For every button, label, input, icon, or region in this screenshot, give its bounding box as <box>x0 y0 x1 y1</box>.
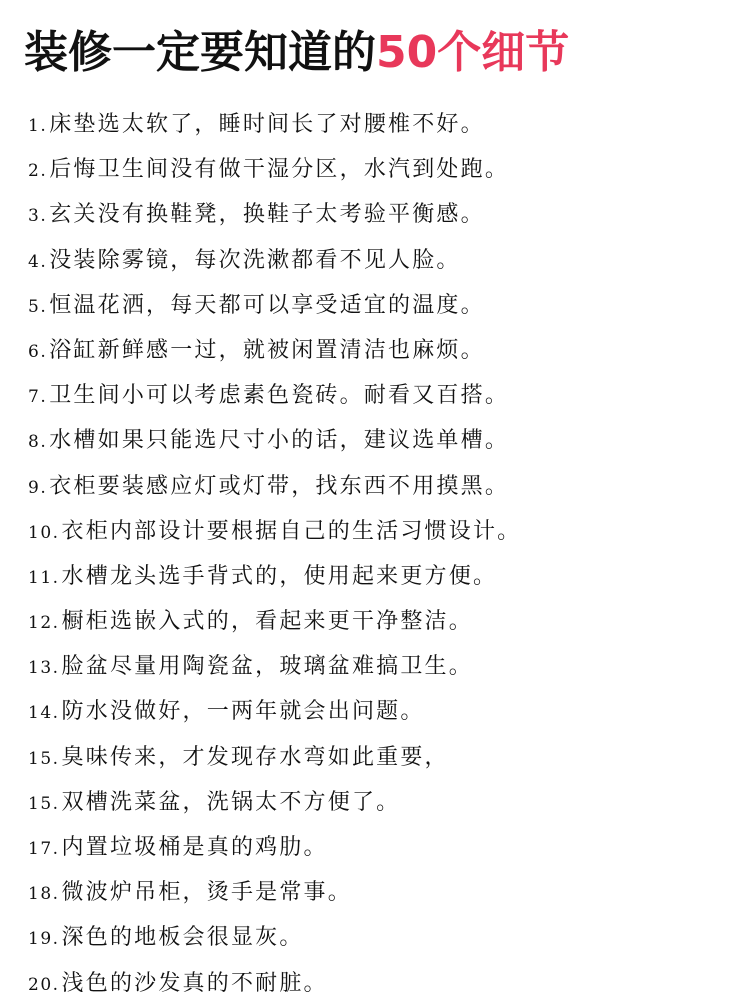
item-number: 2. <box>28 161 48 182</box>
item-text: 没装除雾镜，每次洗漱都看不见人脸。 <box>49 247 461 273</box>
item-number: 4. <box>28 251 48 272</box>
tips-list <box>28 102 748 1006</box>
item-text: 浅色的沙发真的不耐脏。 <box>61 970 328 996</box>
title-accent: 50个细节 <box>376 27 570 78</box>
item-number: 3. <box>28 206 48 227</box>
item-text: 衣柜要装感应灯或灯带，找东西不用摸黑。 <box>49 473 510 499</box>
item-text: 衣柜内部设计要根据自己的生活习惯设计。 <box>61 518 522 544</box>
list-item <box>28 238 748 283</box>
list-item <box>28 780 748 825</box>
item-number: 14. <box>28 703 60 724</box>
list-item <box>28 373 748 418</box>
list-item <box>28 599 748 644</box>
item-text: 水槽龙头选手背式的，使用起来更方便。 <box>61 563 498 589</box>
item-text: 内置垃圾桶是真的鸡肋。 <box>61 835 328 860</box>
item-number: 15. <box>28 793 60 814</box>
page-title <box>24 18 744 88</box>
list-item <box>28 915 748 960</box>
item-number: 15. <box>28 748 60 769</box>
list-item <box>28 192 748 237</box>
list-item <box>28 644 748 689</box>
item-number: 7. <box>28 387 48 408</box>
item-text: 臭味传来，才发现存水弯如此重要， <box>61 744 449 770</box>
item-number: 10. <box>28 522 60 543</box>
item-text: 水槽如果只能选尺寸小的话，建议选单槽。 <box>49 428 510 454</box>
list-item <box>28 328 748 373</box>
item-number: 5. <box>28 296 48 317</box>
item-number: 11. <box>28 567 60 588</box>
list-item <box>28 870 748 915</box>
item-number: 13. <box>28 658 60 679</box>
list-item <box>28 554 748 599</box>
item-text: 床垫选太软了，睡时间长了对腰椎不好。 <box>49 112 485 137</box>
list-item <box>28 825 748 870</box>
list-item <box>28 102 748 147</box>
list-item <box>28 509 748 554</box>
title-main: 装修一定要知道的 <box>24 27 376 78</box>
item-number: 8. <box>28 432 48 453</box>
list-item <box>28 961 748 1006</box>
item-text: 浴缸新鲜感一过，就被闲置清洁也麻烦。 <box>49 337 485 363</box>
item-text: 深色的地板会很显灰。 <box>61 925 304 951</box>
item-number: 18. <box>28 884 60 905</box>
item-text: 玄关没有换鞋凳，换鞋子太考验平衡感。 <box>49 202 485 228</box>
list-item <box>28 735 748 780</box>
item-text: 恒温花洒，每天都可以享受适宜的温度。 <box>49 292 485 318</box>
item-text: 防水没做好，一两年就会出问题。 <box>61 699 425 725</box>
item-number: 9. <box>28 477 48 498</box>
item-text: 后悔卫生间没有做干湿分区，水汽到处跑。 <box>49 157 510 183</box>
item-text: 卫生间小可以考虑素色瓷砖。耐看又百搭。 <box>49 383 510 409</box>
list-item <box>28 147 748 192</box>
item-number: 6. <box>28 341 48 362</box>
item-text: 微波炉吊柜，烫手是常事。 <box>61 880 352 906</box>
list-item <box>28 418 748 463</box>
item-text: 橱柜选嵌入式的，看起来更干净整洁。 <box>61 609 473 635</box>
list-item <box>28 283 748 328</box>
item-text: 脸盆尽量用陶瓷盆，玻璃盆难搞卫生。 <box>61 654 473 680</box>
list-item <box>28 464 748 509</box>
item-text: 双槽洗菜盆，洗锅太不方便了。 <box>61 789 401 815</box>
item-number: 19. <box>28 929 60 950</box>
item-number: 20. <box>28 974 60 995</box>
item-number: 1. <box>28 116 48 136</box>
item-number: 17. <box>28 839 60 859</box>
list-item <box>28 689 748 734</box>
item-number: 12. <box>28 613 60 634</box>
